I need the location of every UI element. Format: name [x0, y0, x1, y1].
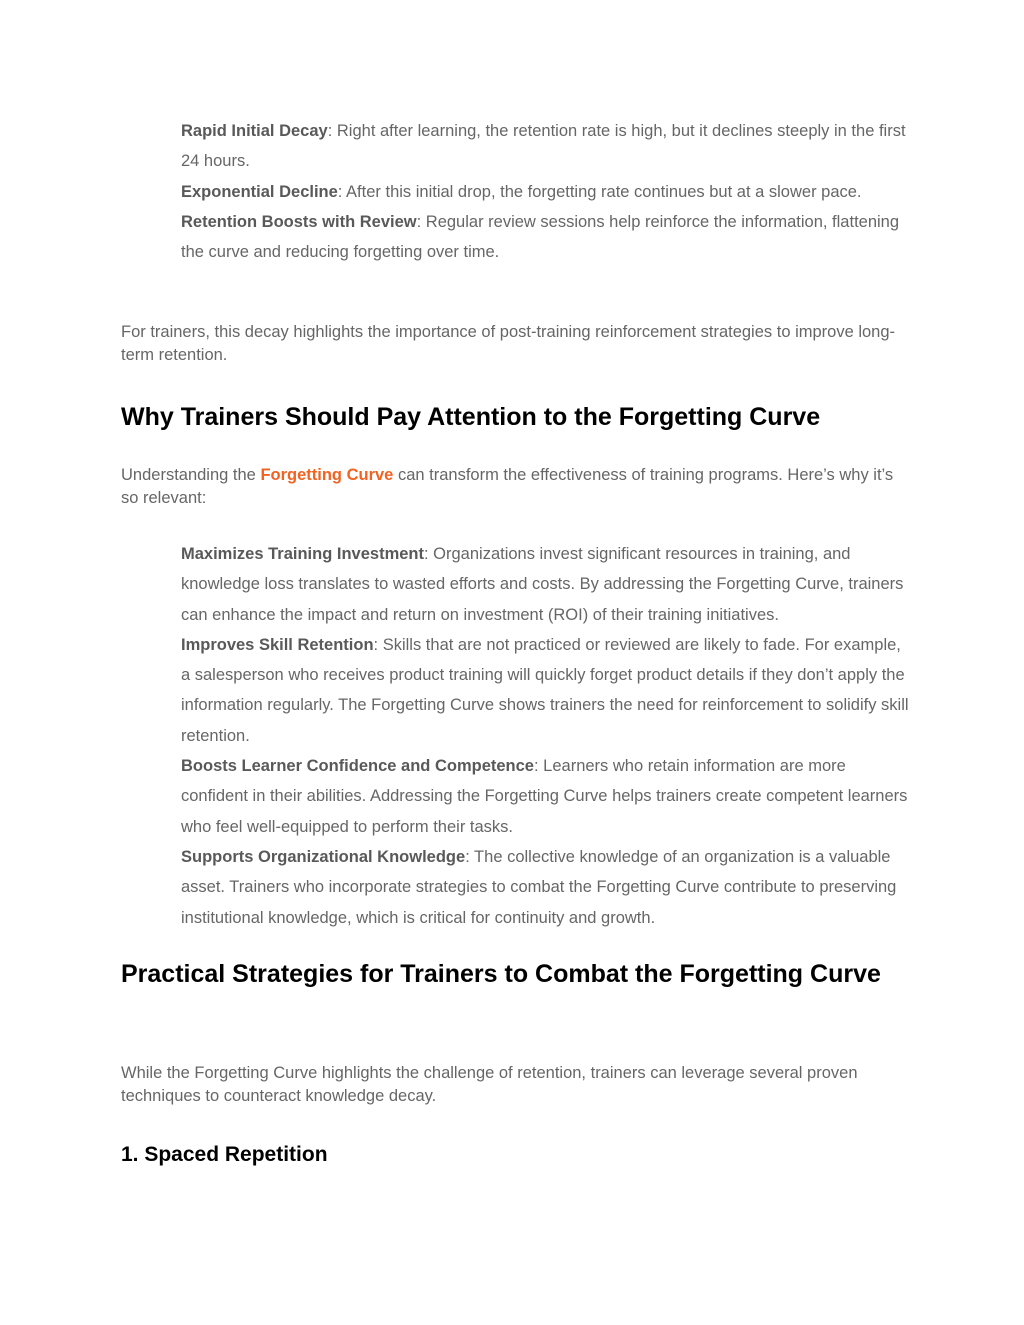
list-item-term: Improves Skill Retention [181, 635, 374, 654]
list-item [181, 630, 911, 751]
list-item [181, 207, 911, 268]
list-item-text: : Right after learning, the retention rate is high, but it declines steeply in the first 24 hours. [181, 122, 906, 171]
list-item-text: : Skills that are not practiced or reviewed are likely to fade. For example, a salesperson who receives product training will quickly forget product details if they don’t apply the information regularly. The Forgetting Curve shows trainers the need for reinforcement to solidify skill retention. [181, 635, 909, 745]
list-item [181, 842, 911, 933]
list-item [181, 116, 911, 177]
heading-why-trainers: Why Trainers Should Pay Attention to the Forgetting Curve [121, 403, 821, 431]
heading-spaced-repetition: 1. Spaced Repetition [121, 1143, 328, 1166]
decay-characteristics-list [181, 116, 911, 267]
list-item-term: Supports Organizational Knowledge [181, 847, 466, 866]
forgetting-curve-link[interactable]: Forgetting Curve [260, 466, 394, 484]
list-item-term: Retention Boosts with Review [181, 212, 417, 231]
list-item-text: : The collective knowledge of an organization is a valuable asset. Trainers who incorporate strategies to combat the Forgetting Curve contribute to preserving institutional knowledge, which is critical for continuity and growth. [181, 847, 897, 927]
list-item-text: : Regular review sessions help reinforce the information, flattening the curve and reducing forgetting over time. [181, 212, 900, 262]
list-item [181, 177, 911, 207]
list-item-text: : Organizations invest significant resources in training, and knowledge loss translates to wasted efforts and costs. By addressing the Forgetting Curve, trainers can enhance the impact and return on investment (ROI) of their training initiatives. [181, 545, 904, 624]
heading-practical-strategies: Practical Strategies for Trainers to Combat the Forgetting Curve [121, 960, 881, 988]
trainers-paragraph: For trainers, this decay highlights the importance of post-training reinforcement strategies to improve long-term retention. [121, 323, 896, 364]
relevance-list [181, 539, 911, 933]
intro-text-before: Understanding the [121, 466, 261, 484]
list-item-term: Exponential Decline [181, 182, 338, 201]
practical-paragraph: While the Forgetting Curve highlights the challenge of retention, trainers can leverage several proven techniques to counteract knowledge decay. [121, 1064, 858, 1105]
list-item-term: Rapid Initial Decay [181, 122, 328, 140]
intro-text-after: can transform the effectiveness of training programs. Here’s why it’s so relevant: [121, 466, 894, 507]
list-item-text: : Learners who retain information are more confident in their abilities. Addressing the Forgetting Curve helps trainers create competent learners who feel well-equipped to perform their tasks. [181, 757, 908, 836]
list-item-text: : After this initial drop, the forgetting rate continues but at a slower pace. [337, 182, 862, 201]
intro-paragraph [121, 464, 911, 510]
list-item-term: Maximizes Training Investment [181, 545, 424, 563]
list-item-term: Boosts Learner Confidence and Competence [181, 757, 534, 776]
list-item [181, 539, 911, 630]
list-item [181, 751, 911, 842]
